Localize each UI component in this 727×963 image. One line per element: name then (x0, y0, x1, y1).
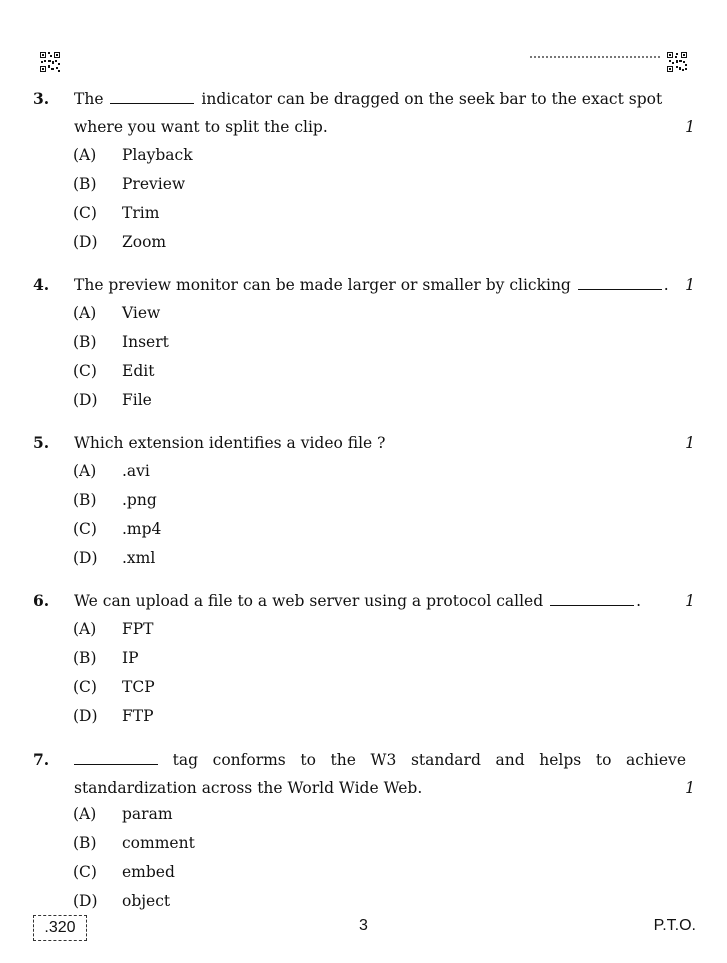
question-3 (33, 85, 695, 257)
option (33, 386, 695, 415)
question-text-continued: where you want to split the clip. (74, 118, 328, 136)
option-label: (B) (73, 333, 97, 351)
option (33, 141, 695, 170)
option-label: (A) (73, 620, 97, 638)
question-number: 5. (33, 433, 50, 452)
option (33, 644, 695, 673)
option-label: (C) (73, 204, 97, 222)
option (33, 328, 695, 357)
answer-blank (550, 587, 634, 606)
option-label: (A) (73, 462, 97, 480)
question-number: 4. (33, 275, 50, 294)
option (33, 702, 695, 731)
answer-blank (578, 271, 662, 290)
option-label: (A) (73, 304, 97, 322)
qr-code-icon (666, 51, 688, 73)
option-label: (B) (73, 649, 97, 667)
option-text: Zoom (122, 233, 167, 251)
marks: 1 (685, 118, 695, 136)
option (33, 673, 695, 702)
option-text: comment (122, 834, 195, 852)
option-text: param (122, 805, 173, 823)
option (33, 858, 695, 887)
option-text: Preview (122, 175, 186, 193)
option-label: (B) (73, 834, 97, 852)
option-label: (D) (73, 892, 98, 910)
option-label: (C) (73, 863, 97, 881)
option-text: object (122, 892, 171, 910)
option-text: .avi (122, 462, 150, 480)
question-number: 3. (33, 89, 50, 108)
question-number: 7. (33, 750, 50, 769)
question-text: We can upload a file to a web server using a protocol called . (74, 587, 641, 615)
option (33, 486, 695, 515)
option (33, 615, 695, 644)
option-text: Playback (122, 146, 193, 164)
option-text: Insert (122, 333, 169, 351)
page-number: 3 (359, 917, 368, 934)
question-text: Which extension identifies a video file ? (74, 434, 386, 452)
marks: 1 (685, 434, 695, 452)
option-text: TCP (122, 678, 155, 696)
qr-code-icon (39, 51, 61, 73)
marks: 1 (685, 276, 695, 294)
option-text: File (122, 391, 152, 409)
option-label: (A) (73, 805, 97, 823)
option (33, 199, 695, 228)
option-text: embed (122, 863, 175, 881)
question-6 (33, 587, 695, 731)
option-text: Trim (122, 204, 160, 222)
option (33, 515, 695, 544)
option-label: (C) (73, 678, 97, 696)
option (33, 228, 695, 257)
option-text: Edit (122, 362, 155, 380)
option-text: FPT (122, 620, 154, 638)
option-label: (D) (73, 391, 98, 409)
option-label: (D) (73, 549, 98, 567)
option-text: View (122, 304, 161, 322)
option (33, 544, 695, 573)
option (33, 887, 695, 916)
question-5 (33, 429, 695, 573)
option-label: (B) (73, 491, 97, 509)
paper-code: .320 (33, 915, 87, 941)
marks: 1 (685, 779, 695, 797)
option (33, 299, 695, 328)
option-text: .png (122, 491, 157, 509)
option (33, 357, 695, 386)
option (33, 829, 695, 858)
marks: 1 (685, 592, 695, 610)
option-label: (D) (73, 707, 98, 725)
question-4 (33, 271, 695, 415)
option-label: (C) (73, 520, 97, 538)
option-text: .xml (122, 549, 156, 567)
option (33, 800, 695, 829)
option-text: FTP (122, 707, 154, 725)
option-label: (D) (73, 233, 98, 251)
option (33, 170, 695, 199)
question-text-continued: standardization across the World Wide Web. (74, 779, 423, 797)
question-number: 6. (33, 591, 50, 610)
option-label: (A) (73, 146, 97, 164)
question-text: The preview monitor can be made larger or smaller by clicking . (74, 271, 669, 299)
option-text: .mp4 (122, 520, 162, 538)
option-label: (C) (73, 362, 97, 380)
answer-blank (74, 746, 158, 765)
question-text: The indicator can be dragged on the seek bar to the exact spot (74, 85, 662, 113)
barcode-strip (530, 56, 660, 62)
option-text: IP (122, 649, 139, 667)
option (33, 457, 695, 486)
pto-label: P.T.O. (653, 917, 696, 934)
question-text: tag conforms to the W3 standard and helps to achieve (74, 746, 686, 774)
option-label: (B) (73, 175, 97, 193)
answer-blank (110, 85, 194, 104)
question-7 (33, 746, 695, 916)
